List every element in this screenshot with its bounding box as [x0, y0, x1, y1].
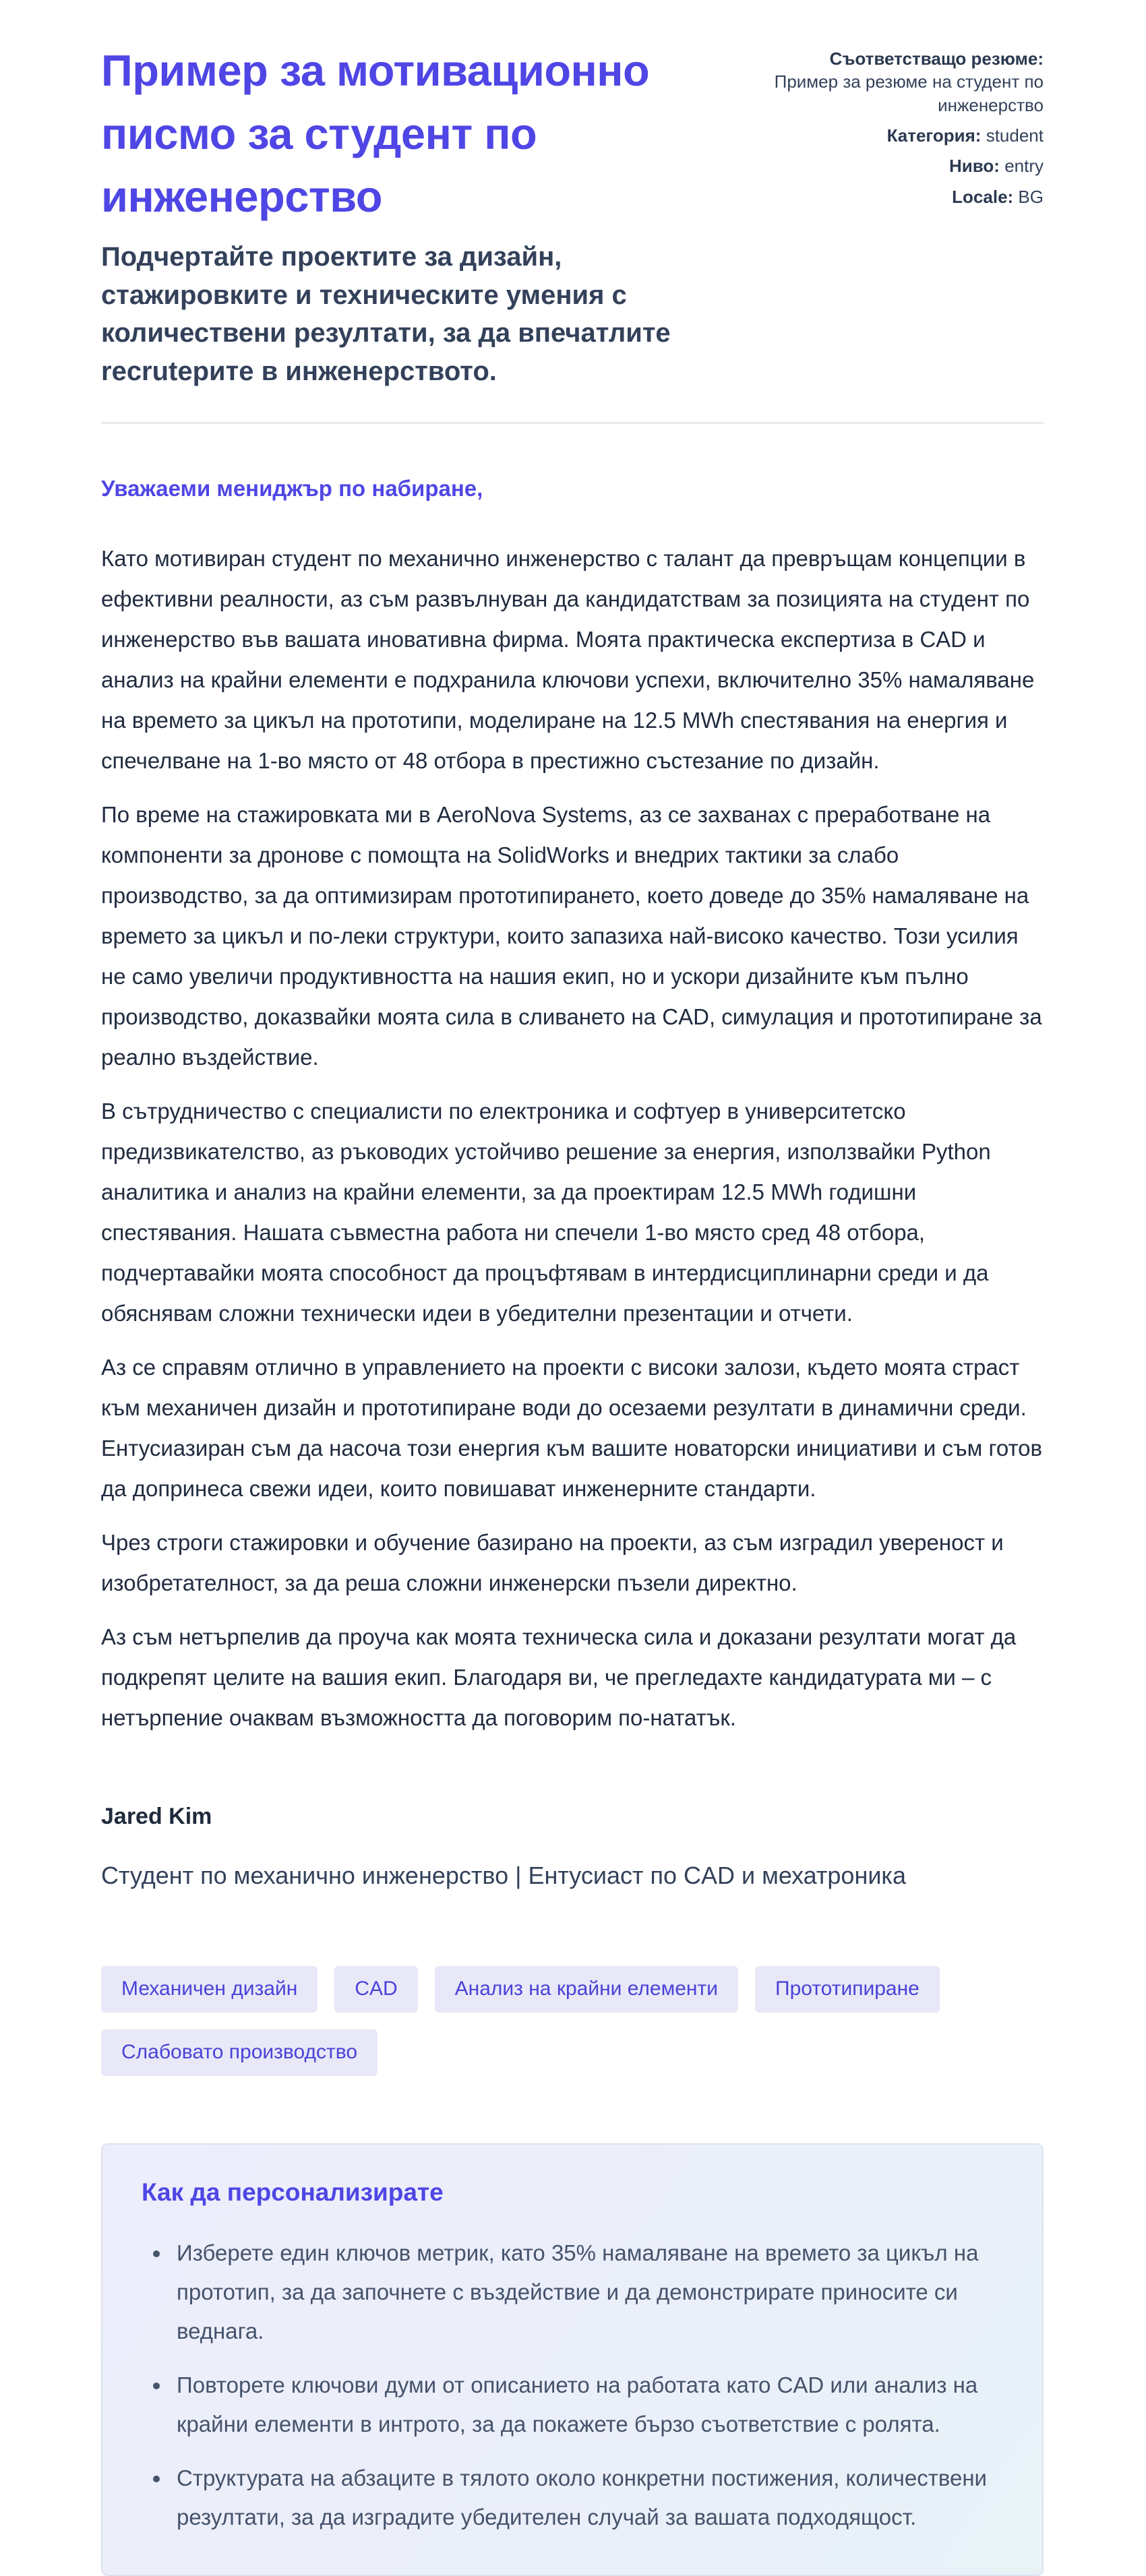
header-title-block	[101, 39, 740, 391]
page-title: Пример за мотивационно писмо за студент по инженерство	[101, 46, 650, 222]
page-subtitle: Подчертайте проектите за дизайн, стажировките и техническите умения с количествени резултати, за да впечатлите recruteрите в инженерството.	[101, 241, 671, 387]
meta-matching-resume	[774, 47, 1044, 117]
meta-category-value: student	[986, 125, 1044, 146]
signature-name: Jared Kim	[101, 1803, 212, 1829]
letter-paragraph: Чрез строги стажировки и обучение базирано на проекти, аз съм изградил увереност и изобретателност, за да реша сложни инженерски пъзели директно.	[101, 1529, 1004, 1595]
meta-resume-value: Пример за резюме на студент по инженерство	[774, 71, 1044, 115]
letter-paragraph: В сътрудничество с специалисти по електроника и софтуер в университетско предизвикателство, аз ръководих устойчиво решение за енергия, използвайки Python аналитика и анализ на крайни елементи, за да проектирам 12.5 MWh годишни спестявания. Нашата съвместна работа ни спечели 1-во място сред 48 отбора, подчертавайки моята способност да процъфтявам в интердисциплинарни среди и да обяснявам сложни технически идеи в убедителни презентации и отчети.	[101, 1098, 991, 1326]
letter-paragraph: Като мотивиран студент по механично инженерство с талант да превръщам концепции в ефективни реалности, аз съм развълнуван да кандидатствам за позицията на студент по инженерство във вашата иновативна фирма. Моята практическа експертиза в CAD и анализ на крайни елементи е подхранила ключови успехи, включително 35% намаляване на времето за цикъл на прототипи, моделиране на 12.5 MWh спестявания на енергия и спечелване на 1-во място от 48 отбора в престижно състезание по дизайн.	[101, 545, 1035, 773]
meta-level-label: Ниво:	[949, 156, 1000, 177]
meta-category-label: Категория:	[886, 125, 982, 146]
meta-resume-label: Съответстващо резюме:	[829, 49, 1044, 69]
callout-bullet: • Повторете ключови думи от описанието на работата като CAD или анализ на крайни елементи в интрото, за да покажете бързо съответствие с ролята.	[171, 2366, 1003, 2444]
letter-paragraph: Аз съм нетърпелив да проуча как моята техническа сила и доказани резултати могат да подкрепят целите на вашия екип. Благодаря ви, че прегледахте кандидатурата ми – с нетърпение очаквам възможността да поговорим по-нататък.	[101, 1624, 1017, 1730]
tag-prototyping[interactable]: Прототипиране	[755, 1966, 940, 2013]
meta-locale-label: Locale:	[952, 186, 1014, 207]
letter-paragraph: По време на стажировката ми в AeroNova Systems, аз се захванах с преработване на компоненти за дронове с помощта на SolidWorks и внедрих тактики за слабо производство, за да оптимизирам прототипирането, което доведе до 35% намаляване на времето за цикъл и по-леки структури, които запазиха най-високо качество. Този усилия не само увеличи продуктивността на нашия екип, но и ускори дизайните към пълно производство, доказвайки моята сила в сливането на CAD, симулация и прототипиране за реално въздействие.	[101, 801, 1042, 1070]
tag-lean-manufacturing[interactable]: Слабовато производство	[101, 2029, 378, 2076]
header-divider	[101, 422, 1044, 424]
skill-tags	[101, 1966, 1044, 2076]
meta-level	[774, 154, 1044, 177]
callout-bullet: • Изберете един ключов метрик, като 35% намаляване на времето за цикъл на прототип, за да започнете с въздействие и да демонстрирате приносите си веднага.	[171, 2234, 1003, 2351]
letter-signature	[101, 1796, 1044, 1896]
letter-body	[101, 468, 1044, 1896]
header-meta-block	[774, 39, 1044, 216]
letter-paragraph: Аз се справям отлично в управлението на проекти с високи залози, където моята страст към механичен дизайн и прототипиране води до осезаеми резултати в динамични среди. Ентусиазиран съм да насоча този енергия към вашите новаторски инициативи и съм готов да допринеса свежи идеи, които повишават инженерните стандарти.	[101, 1354, 1043, 1501]
callout-bullet-list	[142, 2234, 1003, 2537]
callout-title: Как да персонализирате	[142, 2178, 444, 2206]
tag-cad[interactable]: CAD	[334, 1966, 417, 2013]
letter-greeting: Уважаеми мениджър по набиране,	[101, 475, 483, 501]
meta-locale	[774, 185, 1044, 208]
signature-role: Студент по механично инженерство | Ентусиаст по CAD и мехатроника	[101, 1861, 906, 1889]
page-header	[101, 39, 1044, 391]
meta-category	[774, 124, 1044, 147]
personalization-callout	[101, 2143, 1044, 2576]
tag-mechanical-design[interactable]: Механичен дизайн	[101, 1966, 318, 2013]
callout-bullet: • Структурата на абзаците в тялото около конкретни постижения, количествени резултати, за да изградите убедителен случай за вашата подходящост.	[171, 2459, 1003, 2537]
meta-level-value: entry	[1004, 156, 1044, 177]
tag-finite-element-analysis[interactable]: Анализ на крайни елементи	[435, 1966, 738, 2013]
meta-locale-value: BG	[1018, 186, 1044, 207]
